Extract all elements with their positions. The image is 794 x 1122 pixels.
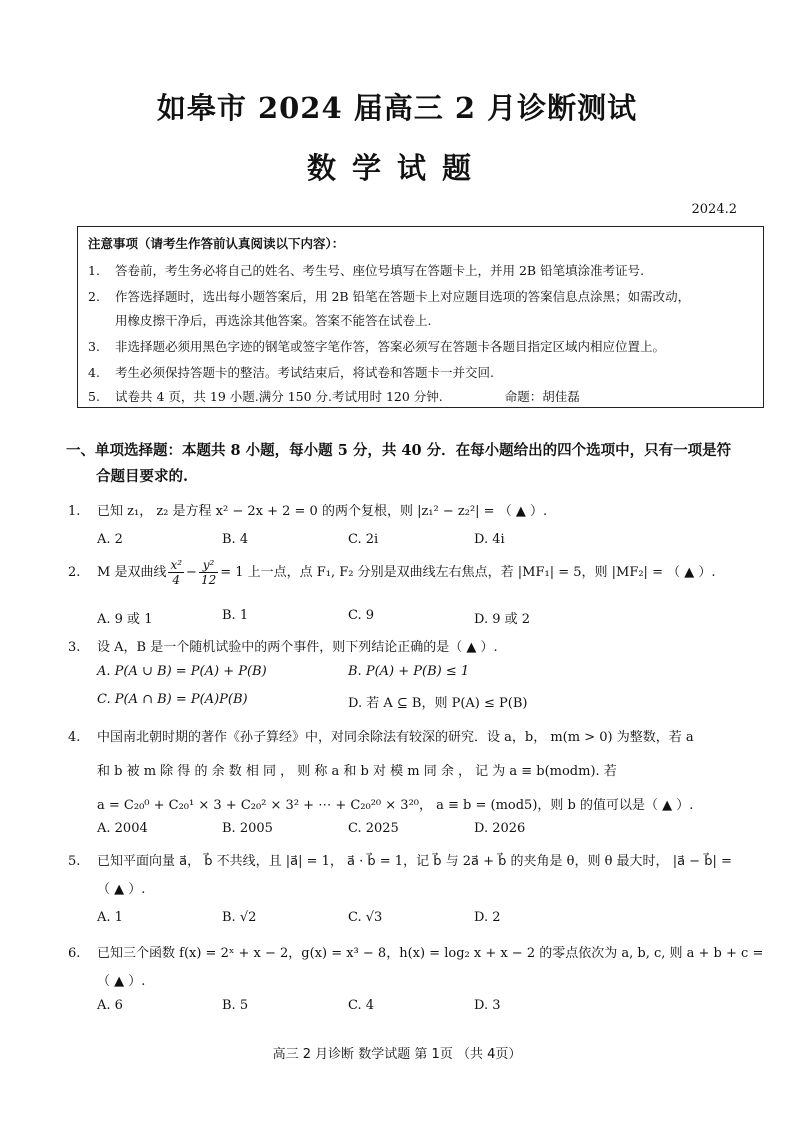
option-c: C. 2i [348, 532, 379, 547]
fraction-denominator: 4 [172, 573, 181, 587]
option-a: A. 2004 [97, 821, 148, 836]
question-text: M 是双曲线 [97, 565, 167, 580]
notice-item-number: 4. [88, 365, 100, 380]
question-4 [68, 726, 694, 745]
fraction-numerator: x² [170, 558, 183, 572]
question-number: 5. [68, 854, 81, 869]
option-a: A. 1 [97, 910, 123, 925]
question-number: 1. [68, 504, 81, 519]
option-d: D. 3 [474, 998, 501, 1013]
notice-item-number: 2. [88, 289, 100, 304]
question-3 [68, 636, 498, 655]
option-c: C. 9 [348, 608, 375, 623]
notice-author: 命题：胡佳磊 [504, 389, 580, 404]
option-c: C. 4 [348, 998, 375, 1013]
fraction [199, 558, 218, 587]
question-4-line-3: a = C₂₀⁰ + C₂₀¹ × 3 + C₂₀² × 3² + ⋯ + C₂₀²⁰ × 3²⁰， a ≡ b = (mod5)，则 b 的值可以是（ ▲ ）. [97, 798, 694, 813]
notice-box [77, 226, 764, 408]
subject-title: 数学试题 [306, 151, 487, 185]
question-number: 6. [68, 946, 81, 961]
notice-item [88, 337, 665, 355]
option-a: A. P(A ∪ B) = P(A) + P(B) [97, 664, 267, 679]
notice-item [88, 387, 580, 405]
page-title: 如皋市 2024 届高三 2 月诊断测试 [156, 91, 638, 125]
question-text: 中国南北朝时期的著作《孙子算经》中，对同余除法有较深的研究．设 a，b， m(m > 0) 为整数，若 a [97, 730, 694, 745]
option-d: D. 若 A ⊆ B，则 P(A) ≤ P(B) [348, 696, 528, 711]
option-b: B. 2005 [222, 821, 273, 836]
question-5 [68, 850, 732, 869]
notice-item [88, 261, 644, 279]
question-number: 3. [68, 640, 81, 655]
notice-item-number: 5. [88, 389, 100, 404]
option-a: A. 6 [97, 998, 123, 1013]
option-d: D. 9 或 2 [474, 612, 531, 627]
notice-item-text: 考生必须保持答题卡的整洁。考试结束后，将试卷和答题卡一并交回. [115, 365, 494, 380]
page-footer: 高三 2 月诊断 数学试题 第 1页 （共 4页） [272, 1047, 522, 1062]
option-c: C. √3 [348, 910, 383, 925]
notice-item-number: 1. [88, 263, 100, 278]
question-6-line-2: （ ▲ ）. [97, 974, 146, 989]
fraction-denominator: 12 [200, 573, 217, 587]
option-b: B. 4 [222, 532, 249, 547]
question-5-line-2: （ ▲ ）. [97, 882, 146, 897]
notice-item [88, 363, 494, 381]
notice-item-text: 作答选择题时，选出每小题答案后，用 2B 铅笔在答题卡上对应题目选项的答案信息点涂黑；如需改动， [115, 289, 691, 304]
minus-sign: − [186, 565, 197, 580]
notice-title: 注意事项（请考生作答前认真阅读以下内容）： [88, 236, 345, 251]
section-heading [66, 438, 746, 490]
question-6 [68, 942, 763, 961]
question-text: 已知三个函数 f(x) = 2ˣ + x − 2，g(x) = x³ − 8，h(x) = log₂ x + x − 2 的零点依次为 a, b, c, 则 a + b + c = [97, 946, 764, 961]
option-b: B. P(A) + P(B) ≤ 1 [348, 664, 470, 679]
question-number: 2. [68, 565, 81, 580]
section-heading-line: 一、单项选择题：本题共 8 小题，每小题 5 分，共 40 分．在每小题给出的四个选项中，只有一项是符 [66, 442, 732, 459]
question-text: 设 A，B 是一个随机试验中的两个事件，则下列结论正确的是（ ▲ ）. [97, 640, 498, 655]
fraction-numerator: y² [199, 558, 218, 573]
notice-item-text: 非选择题必须用黑色字迹的钢笔或签字笔作答，答案必须写在答题卡各题目指定区域内相应位置上。 [115, 339, 666, 354]
option-a: A. 9 或 1 [97, 612, 153, 627]
option-b: B. 1 [222, 608, 249, 623]
exam-date: 2024.2 [691, 202, 737, 217]
question-4-line-2: 和 b 被 m 除 得 的 余 数 相 同 ， 则 称 a 和 b 对 模 m 同 余 ， 记 为 a ≡ b(modm). 若 [97, 764, 617, 779]
notice-item-number: 3. [88, 339, 100, 354]
notice-item-text: 答卷前，考生务必将自己的姓名、考生号、座位号填写在答题卡上，并用 2B 铅笔填涂准考证号. [115, 263, 645, 278]
question-number: 4. [68, 730, 81, 745]
question-text: = 1 上一点，点 F₁, F₂ 分别是双曲线左右焦点，若 |MF₁| = 5，则 |MF₂| = （ ▲ ）. [220, 565, 716, 580]
option-d: D. 2026 [474, 821, 526, 836]
option-b: B. √2 [222, 910, 257, 925]
option-c: C. 2025 [348, 821, 399, 836]
option-d: D. 2 [474, 910, 501, 925]
question-2 [68, 558, 716, 587]
question-text: 已知 z₁， z₂ 是方程 x² − 2x + 2 = 0 的两个复根，则 |z₁² − z₂²| = （ ▲ ）. [97, 504, 548, 519]
option-b: B. 5 [222, 998, 249, 1013]
question-text: 已知平面向量 a⃗， b⃗ 不共线，且 |a⃗| = 1， a⃗ · b⃗ = 1，记 b⃗ 与 2a⃗ + b⃗ 的夹角是 θ，则 θ 最大时， |a⃗ − b⃗| = [97, 854, 732, 869]
fraction [168, 558, 184, 587]
question-1 [68, 500, 547, 519]
notice-item [88, 287, 690, 305]
notice-item-text: 试卷共 4 页，共 19 小题.满分 150 分.考试用时 120 分钟. [115, 389, 443, 404]
option-a: A. 2 [97, 532, 123, 547]
option-c: C. P(A ∩ B) = P(A)P(B) [97, 692, 248, 707]
section-heading-line: 合题目要求的. [96, 468, 189, 485]
notice-item-continuation: 用橡皮擦干净后，再选涂其他答案。答案不能答在试卷上. [115, 313, 432, 328]
option-d: D. 4i [474, 532, 505, 547]
